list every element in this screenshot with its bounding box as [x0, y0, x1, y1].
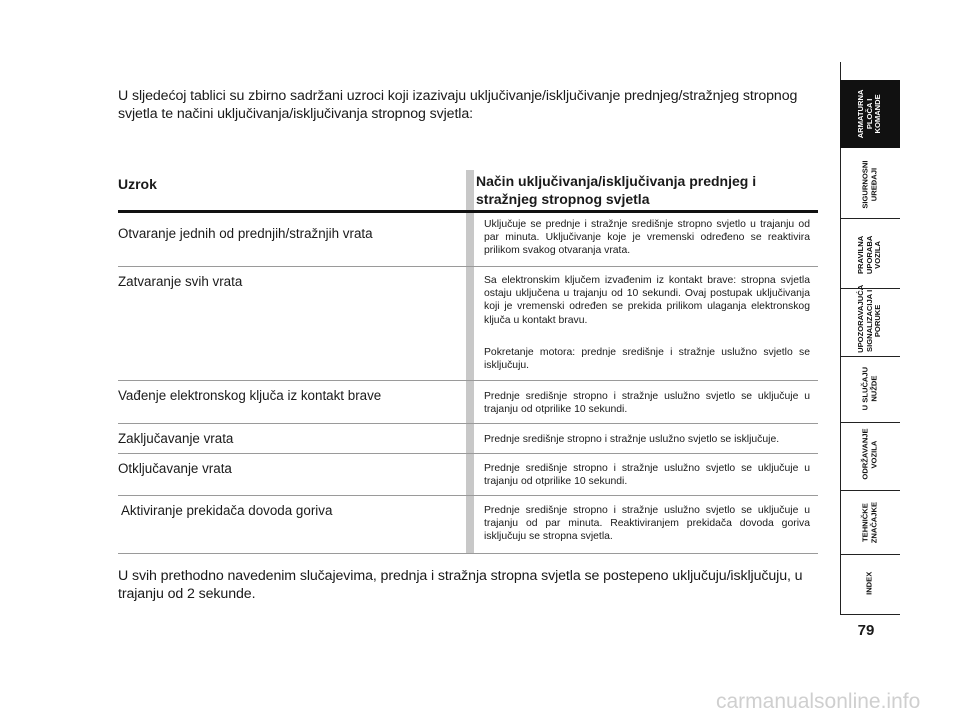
sidebar-tab-label: PRAVILNA UPORABA VOZILA	[856, 235, 883, 275]
table-row-desc: Prednje središnje stropno i stražnje uslužno svjetlo se uključuje u trajanju od par minuta. Reaktiviranjem prekidača dovoda goriva isključuju se stropna svjetla.	[484, 505, 810, 543]
sidebar-tab-label: U SLUČAJU NUŽDE	[860, 367, 878, 411]
lighting-table	[118, 170, 818, 554]
chapter-sidebar	[840, 62, 900, 614]
table-row-desc: Sa elektronskim ključem izvađenim iz kontakt brave: stropna svjetla ostaju uključena u trajanju od 10 sekundi. Ovaj postupak uključivanja koji je vremenski određen se prekida prilikom ulaganja elektronskog ključa u kontakt bravu.	[484, 275, 810, 326]
outro-paragraph: U svih prethodno navedenim slučajevima, prednja i stražnja stropna svjetla se postepeno uključuju/isključuju, u trajanju od 2 sekunde.	[118, 568, 803, 602]
sidebar-tick	[840, 606, 900, 615]
intro-paragraph: U sljedećoj tablici su zbirno sadržani uzroci koji izazivaju uključivanje/isključivanje prednjeg/stražnjeg stropnog svjetla te načini uključivanja/isključivanja stropnog svjetla:	[118, 88, 798, 122]
column-divider	[466, 170, 474, 554]
row-divider	[118, 266, 818, 267]
sidebar-tab-pravilna[interactable]	[840, 222, 900, 288]
sidebar-tab-label: ARMATURNA PLOČA I KOMANDE	[856, 89, 883, 139]
table-row-cause: Vađenje elektronskog ključa iz kontakt brave	[118, 388, 382, 403]
sidebar-tick	[840, 210, 900, 219]
sidebar-tab-label: INDEX	[864, 571, 874, 595]
sidebar-tab-odrzavanje[interactable]	[840, 422, 900, 488]
sidebar-tab-sigurnosni[interactable]	[840, 152, 900, 218]
table-row-cause: Otključavanje vrata	[118, 461, 232, 476]
row-divider	[118, 453, 818, 454]
sidebar-tab-label: TEHNIČKE ZNAČAJKE	[860, 502, 878, 544]
table-row-desc: Uključuje se prednje i stražnje središnje stropno svjetlo u trajanju od par minuta. Uključivanje koje je vremenski određeno se reaktivira prilikom svakog otvaranja vrata.	[484, 219, 810, 257]
row-divider	[118, 380, 818, 381]
table-row-desc: Prednje središnje stropno i stražnje uslužno svjetlo se uključuje u trajanju od otprilike 10 sekundi.	[484, 463, 810, 488]
table-row-desc: Prednje središnje stropno i stražnje uslužno svjetlo se isključuje.	[484, 434, 780, 445]
table-row-cause: Otvaranje jednih od prednjih/stražnjih vrata	[118, 226, 373, 241]
table-row-cause: Aktiviranje prekidača dovoda goriva	[121, 503, 333, 518]
sidebar-tab-armaturna[interactable]	[840, 80, 900, 148]
header-rule	[118, 210, 818, 213]
sidebar-tab-nuzde[interactable]	[840, 356, 900, 422]
header-cause: Uzrok	[118, 176, 157, 192]
row-divider	[118, 423, 818, 424]
sidebar-tab-label: SIGURNOSNI UREĐAJI	[860, 160, 878, 210]
sidebar-tab-label: UPOZORAVAJUĆA SIGNALIZACIJA I PORUKE	[856, 284, 883, 353]
table-row-cause: Zaključavanje vrata	[118, 431, 234, 446]
table-row-desc: Prednje središnje stropno i stražnje uslužno svjetlo se uključuje u trajanju od otprilike 10 sekundi.	[484, 391, 810, 416]
sidebar-tab-label: ODRŽAVANJE VOZILA	[860, 428, 878, 480]
watermark: carmanualsonline.info	[716, 690, 921, 713]
page-number: 79	[857, 622, 875, 639]
header-mode: Način uključivanja/isključivanja prednjeg i stražnjeg stropnog svjetla	[476, 173, 757, 207]
table-row-cause: Zatvaranje svih vrata	[118, 274, 243, 289]
row-divider	[118, 495, 818, 496]
table-row-desc-extra: Pokretanje motora: prednje središnje i stražnje uslužno svjetlo se isključuju.	[484, 347, 810, 372]
sidebar-tab-upozoravajuca[interactable]	[840, 284, 900, 354]
row-divider	[118, 553, 818, 554]
